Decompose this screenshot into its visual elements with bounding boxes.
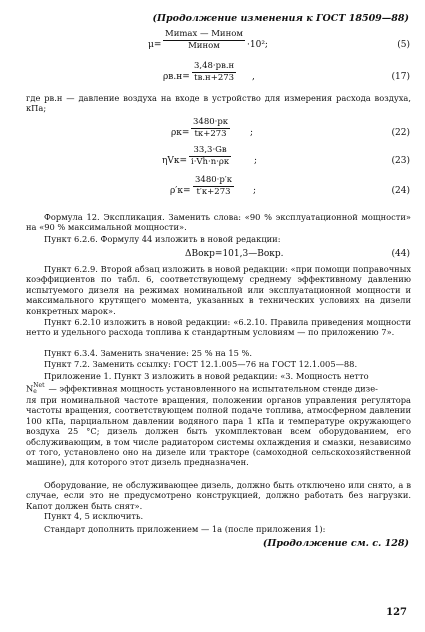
eq17-fraction bbox=[192, 61, 236, 84]
eq17-numerator: 3,48·pв.н bbox=[194, 61, 235, 71]
eq23-lhs: ηVк= bbox=[162, 156, 188, 166]
net-power-symbol: N bbox=[26, 383, 34, 394]
eq17-number: (17) bbox=[391, 72, 410, 82]
eq24-fraction bbox=[193, 175, 234, 198]
formula12-paragraph: Формула 12. Экспликация. Заменить слова: «90 % эксплуатационной мощности» на «90 % максимальной мощности». bbox=[26, 212, 411, 233]
eq24-denominator: t′к+273 bbox=[196, 187, 231, 197]
eq24-numerator: 3480·p′к bbox=[195, 175, 233, 185]
eq17-lhs: ρв.н= bbox=[163, 72, 190, 82]
page-number: 127 bbox=[386, 607, 407, 618]
item-72-paragraph: Пункт 7.2. Заменить ссылку: ГОСТ 12.1.005—76 на ГОСТ 12.1.005—88. bbox=[44, 359, 358, 369]
eq23-number: (23) bbox=[391, 156, 410, 166]
net-power-sub: e bbox=[33, 388, 37, 395]
net-power-line bbox=[26, 383, 378, 395]
item-634-paragraph: Пункт 6.3.4. Заменить значение: 25 % на 15 %. bbox=[44, 348, 253, 358]
item-626-paragraph: Пункт 6.2.6. Формулу 44 изложить в новой редакции: bbox=[44, 234, 281, 244]
page-header: (Продолжение изменения к ГОСТ 18509—88) bbox=[152, 13, 409, 24]
eq5-denominator: Mином bbox=[188, 41, 220, 51]
eq5-number: (5) bbox=[397, 40, 410, 50]
eq22-denominator: tк+273 bbox=[194, 129, 227, 139]
item-629-paragraph: Пункт 6.2.9. Второй абзац изложить в новой редакции: «при помощи поправочных коэффициентов по табл. 6, соответствующему среднему эффективному давлению испытуемого дизеля на режимах номинальной или эксплуатационной мощности и максимального крутящего момента, указанных в технических условиях на дизели конкретных марок». bbox=[26, 264, 411, 316]
eq44-number: (44) bbox=[391, 249, 410, 259]
eq5-numerator: Mиmax — Mином bbox=[165, 29, 243, 39]
standard-addition-paragraph: Стандарт дополнить приложением — 1а (после приложения 1): bbox=[44, 524, 326, 534]
eq23-denominator: i·Vh·n·ρк bbox=[191, 157, 230, 167]
eq23-numerator: 33,3·Gв bbox=[189, 145, 231, 157]
eq22-numerator: 3480·pк bbox=[193, 117, 229, 127]
eq24-tail: ; bbox=[253, 186, 257, 196]
eq17-denominator: tв.н+273 bbox=[194, 73, 235, 83]
eq5-fraction bbox=[163, 29, 245, 52]
item-6210-paragraph: Пункт 6.2.10 изложить в новой редакции: «6.2.10. Правила приведения мощности нетто и удельного расхода топлива к стандартным условиям — по приложению 7». bbox=[26, 317, 411, 338]
eq5-lhs: μ= bbox=[148, 40, 162, 50]
appendix1-body-paragraph: ля при номинальной частоте вращения, положении органов управления регулятора частоты вращения, соответствующем полной подаче топлива, атмосферном давлении 100 кПа, парциальном давлении водяного пара 1 кПа и температуре окружающего воздуха 25 °С; дизель должен быть укомплектован всем оборудованием, его обслуживающим, в том числе радиатором системы охлаждения и смазки, независимо от того, установлено оно на дизеле или тракторе (самоходной сельскохозяйственной машине), для которого этот дизель предназначен. bbox=[26, 395, 411, 468]
equipment-paragraph: Оборудование, не обслуживающее дизель, должно быть отключено или снято, а в случае, если это не предусмотрено конструкцией, должно работать без нагрузки. Капот должен быть снят». bbox=[26, 480, 411, 511]
eq24-number: (24) bbox=[391, 186, 410, 196]
net-power-text: — эффективная мощность установленного на испытательном стенде дизе- bbox=[48, 383, 378, 394]
eq22-lhs: ρк= bbox=[171, 128, 190, 138]
net-power-sup: Net bbox=[33, 382, 45, 389]
eq22-fraction bbox=[191, 117, 230, 140]
where-paragraph: где pв.н — давление воздуха на входе в устройство для измерения расхода воздуха, кПа; bbox=[26, 93, 411, 114]
eq17-tail: , bbox=[252, 72, 255, 82]
eq22-tail: ; bbox=[250, 128, 254, 138]
eq44-text: ΔBокр=101,3—Bокр. bbox=[185, 249, 284, 259]
appendix1-paragraph: Приложение 1. Пункт 3 изложить в новой редакции: «3. Мощность нетто bbox=[44, 371, 369, 381]
eq23-tail: ; bbox=[254, 156, 258, 166]
eq5-tail: ·10²; bbox=[247, 40, 268, 50]
eq23-fraction bbox=[189, 145, 231, 168]
eq24-lhs: ρ′к= bbox=[170, 186, 191, 196]
eq22-number: (22) bbox=[391, 128, 410, 138]
items-45-paragraph: Пункт 4, 5 исключить. bbox=[44, 511, 144, 521]
continued-note: (Продолжение см. с. 128) bbox=[262, 538, 409, 549]
